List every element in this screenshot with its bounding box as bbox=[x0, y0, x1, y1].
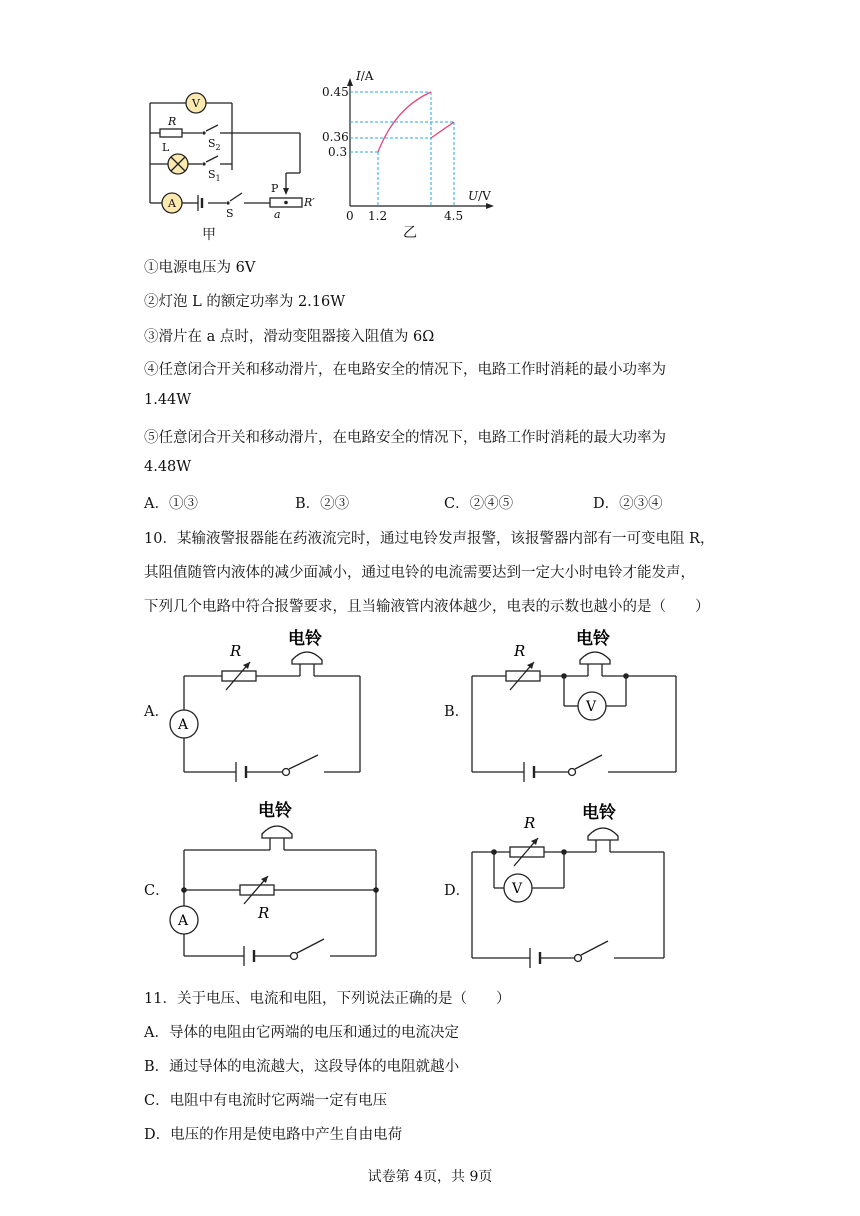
origin-label: 0 bbox=[346, 209, 354, 223]
q11-option-b[interactable]: B．通过导体的电流越大，这段导体的电阻就越小 bbox=[144, 1059, 460, 1075]
resistor-label: R bbox=[524, 814, 536, 832]
bell-label: 电铃 bbox=[576, 629, 610, 649]
bell-label: 电铃 bbox=[288, 629, 322, 649]
main-switch-label: S bbox=[226, 207, 234, 220]
q10-stem-2: 其阻值随管内液体的减少面减小，通过电铃的电流需要达到一定大小时电铃才能发声， bbox=[144, 565, 695, 581]
voltmeter-label: V bbox=[512, 881, 523, 897]
x-tick-1: 1.2 bbox=[368, 209, 388, 223]
x-tick-2: 4.5 bbox=[444, 209, 464, 223]
y-tick-2: 0.36 bbox=[322, 130, 349, 144]
ammeter-label: A bbox=[178, 717, 189, 733]
q11-stem: 11．关于电压、电流和电阻，下列说法正确的是（ ） bbox=[144, 991, 511, 1007]
statement-4-cont: 1.44W bbox=[144, 392, 192, 408]
bell-label: 电铃 bbox=[258, 801, 292, 821]
rheostat-label: R′ bbox=[304, 196, 315, 209]
iu-graph bbox=[320, 68, 500, 228]
q10-circuit-d[interactable] bbox=[464, 796, 684, 976]
statement-3: ③滑片在 a 点时，滑动变阻器接入阻值为 6Ω bbox=[144, 329, 435, 345]
resistor-label: R bbox=[230, 642, 242, 660]
statement-2: ②灯泡 L 的额定功率为 2.16W bbox=[144, 294, 346, 310]
q9-option-d[interactable]: D．②③④ bbox=[593, 496, 663, 512]
ammeter-label: A bbox=[168, 197, 176, 210]
q10-option-d[interactable]: D． bbox=[444, 883, 471, 899]
x-axis-label: U/V bbox=[468, 189, 491, 203]
resistor-label: R bbox=[514, 642, 526, 660]
q9-option-b[interactable]: B．②③ bbox=[295, 496, 350, 512]
statement-4: ④任意闭合开关和移动滑片，在电路安全的情况下，电路工作时消耗的最小功率为 bbox=[144, 362, 666, 378]
q11-option-a[interactable]: A．导体的电阻由它两端的电压和通过的电流决定 bbox=[144, 1025, 459, 1041]
page-footer: 试卷第 4页，共 9页 bbox=[367, 1169, 493, 1185]
bell-label: 电铃 bbox=[582, 803, 616, 823]
switch2-label: $S_2$ bbox=[208, 137, 221, 152]
statement-1: ①电源电压为 6V bbox=[144, 260, 256, 276]
statement-5: ⑤任意闭合开关和移动滑片，在电路安全的情况下，电路工作时消耗的最大功率为 bbox=[144, 430, 666, 446]
slider-p-label: P bbox=[271, 182, 279, 195]
ammeter-label: A bbox=[178, 913, 189, 929]
resistor-label: R bbox=[168, 115, 177, 128]
switch1-label: $S_1$ bbox=[208, 168, 221, 183]
q10-option-b[interactable]: B． bbox=[444, 704, 470, 720]
q11-option-d[interactable]: D．电压的作用是使电路中产生自由电荷 bbox=[144, 1127, 403, 1143]
slider-a-label: a bbox=[274, 208, 281, 221]
voltmeter-label: V bbox=[586, 699, 597, 715]
q9-option-a[interactable]: A．①③ bbox=[144, 496, 198, 512]
q10-circuit-c[interactable] bbox=[164, 796, 394, 976]
y-axis-label: I/A bbox=[356, 69, 374, 83]
circuit-jia bbox=[140, 85, 330, 235]
statement-5-cont: 4.48W bbox=[144, 459, 192, 475]
lamp-label: L bbox=[162, 141, 170, 154]
q10-stem-1: 10．某输液警报器能在药液流完时，通过电铃发声报警，该报警器内部有一可变电阻 R， bbox=[144, 531, 715, 547]
q10-stem-3: 下列几个电路中符合报警要求，且当输液管内液体越少，电表的示数也越小的是（ ） bbox=[144, 599, 710, 615]
q9-option-c[interactable]: C．②④⑤ bbox=[444, 496, 514, 512]
q11-option-c[interactable]: C．电阻中有电流时它两端一定有电压 bbox=[144, 1093, 388, 1109]
graph-caption: 乙 bbox=[403, 225, 417, 241]
y-tick-1: 0.45 bbox=[322, 85, 349, 99]
resistor-label: R bbox=[258, 904, 270, 922]
q10-option-c[interactable]: C． bbox=[144, 883, 170, 899]
q10-option-a[interactable]: A． bbox=[144, 704, 169, 720]
voltmeter-label: V bbox=[192, 97, 200, 110]
y-tick-3: 0.3 bbox=[328, 145, 348, 159]
q10-circuit-a[interactable] bbox=[164, 622, 374, 782]
q10-circuit-b[interactable] bbox=[464, 622, 684, 782]
circuit-caption: 甲 bbox=[202, 227, 216, 243]
